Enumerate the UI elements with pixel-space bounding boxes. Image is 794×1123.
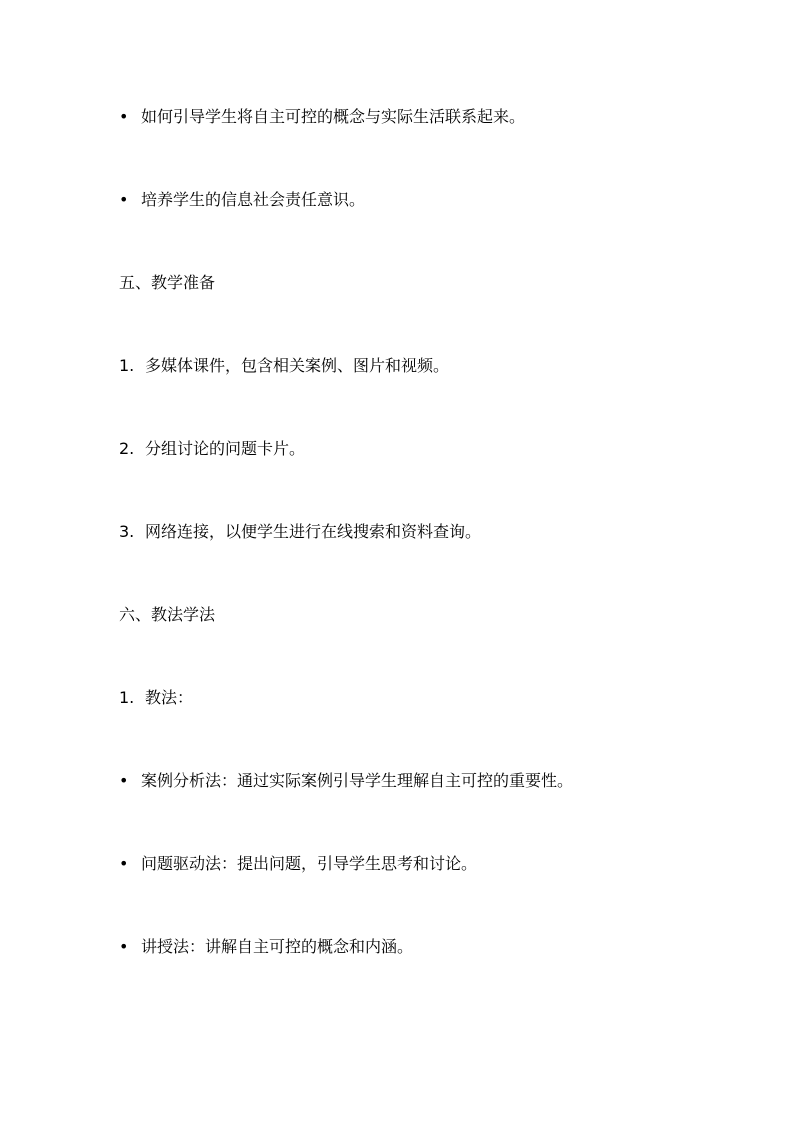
item-number: 1. [119, 688, 135, 707]
bullet-text: 培养学生的信息社会责任意识。 [141, 190, 366, 209]
numbered-item [119, 439, 305, 459]
bullet-marker: • [119, 854, 129, 873]
item-text: 网络连接，以便学生进行在线搜索和资料查询。 [145, 522, 482, 541]
bullet-text: 问题驱动法：提出问题，引导学生思考和讨论。 [141, 854, 478, 873]
numbered-item [119, 356, 449, 376]
bullet-marker: • [119, 771, 129, 790]
bullet-marker: • [119, 190, 129, 209]
numbered-item [119, 522, 481, 542]
item-text: 分组讨论的问题卡片。 [145, 439, 306, 458]
bullet-item [119, 854, 477, 874]
bullet-text: 如何引导学生将自主可控的概念与实际生活联系起来。 [141, 107, 526, 126]
item-number: 3. [119, 522, 135, 541]
item-number: 1. [119, 356, 135, 375]
item-number: 2. [119, 439, 135, 458]
item-text: 多媒体课件，包含相关案例、图片和视频。 [145, 356, 450, 375]
numbered-item [119, 688, 193, 708]
bullet-text: 案例分析法：通过实际案例引导学生理解自主可控的重要性。 [141, 771, 574, 790]
section-heading [119, 605, 215, 625]
bullet-item [119, 937, 413, 957]
section-heading-text: 五、教学准备 [119, 273, 216, 292]
item-text: 教法： [145, 688, 194, 707]
bullet-item [119, 771, 573, 791]
bullet-marker: • [119, 107, 129, 126]
bullet-item [119, 190, 365, 210]
bullet-marker: • [119, 937, 129, 956]
section-heading-text: 六、教法学法 [119, 605, 216, 624]
bullet-item [119, 107, 525, 127]
bullet-text: 讲授法：讲解自主可控的概念和内涵。 [141, 937, 414, 956]
section-heading [119, 273, 215, 293]
